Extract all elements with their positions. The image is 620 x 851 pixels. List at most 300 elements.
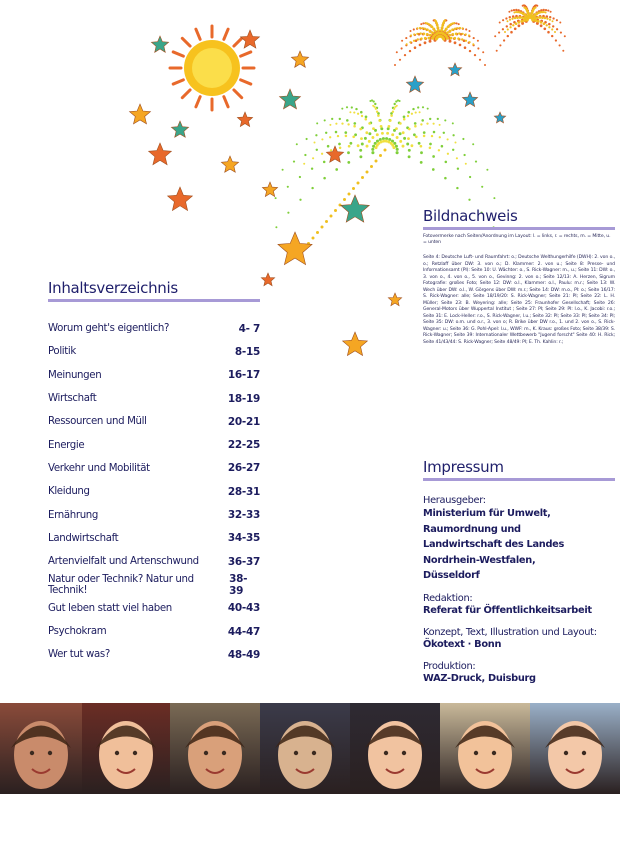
toc-item-pages: 40-43 — [227, 602, 260, 615]
firework-dot — [518, 21, 521, 24]
imprint-block-production — [423, 661, 615, 686]
firework-dot — [564, 35, 566, 37]
firework-trail-dot — [321, 226, 324, 229]
firework-dot — [357, 144, 360, 147]
toc-item-label: Ernährung — [48, 509, 99, 521]
toc-item-label: Wer tut was? — [48, 649, 110, 661]
firework-dot — [406, 143, 409, 146]
firework-dot — [462, 138, 464, 140]
firework-dot — [335, 168, 338, 171]
firework-dot — [368, 122, 371, 125]
firework-dot — [287, 212, 289, 214]
sun-ray — [224, 29, 228, 39]
firework-dot — [506, 25, 508, 27]
firework-dot — [324, 119, 326, 121]
firework-dot — [479, 59, 481, 61]
firework-dot — [423, 135, 426, 138]
firework-dot — [359, 149, 362, 152]
firework-dot — [410, 34, 412, 36]
firework-dot — [545, 12, 547, 14]
firework-dot — [493, 197, 495, 199]
eye-shape — [492, 751, 496, 755]
toc-item-label: Energie — [48, 439, 85, 451]
firework-dot — [421, 119, 424, 122]
firework-dot — [422, 106, 424, 108]
imprint-label: Herausgeber: — [423, 495, 486, 506]
firework-dot — [359, 128, 362, 131]
toc-item-label: Verkehr und Mobilität — [48, 462, 150, 474]
firework-dot — [469, 30, 471, 32]
firework-dot — [510, 31, 513, 34]
firework-dot — [507, 28, 509, 30]
firework-dot — [275, 226, 277, 228]
imprint-block-publisher — [423, 495, 615, 584]
firework-dot — [355, 108, 357, 110]
toc-item-pages: 44-47 — [227, 625, 260, 638]
firework-dot — [396, 136, 399, 139]
sun-ray — [196, 29, 200, 39]
firework-dot — [365, 115, 368, 118]
firework-dot — [399, 132, 402, 135]
star-icon — [168, 187, 193, 211]
firework-dot — [461, 38, 463, 40]
toc-item-label: Wirtschaft — [48, 393, 97, 405]
firework-dot — [414, 46, 417, 49]
firework-dot — [556, 19, 558, 21]
firework-trail-dot — [379, 154, 382, 157]
firework-dot — [443, 30, 446, 33]
firework-trail-dot — [357, 182, 360, 185]
firework-dot — [406, 43, 408, 45]
firework-dot — [427, 108, 429, 110]
firework-dot — [556, 28, 558, 30]
firework-dot — [449, 40, 452, 43]
image-credits-body: Seite 4: Deutsche Luft- und Raumfahrt: o.; Deutsche Welthungerhilfe (DWH): 2. von o., o.; Retzlaff über DW: 3. von o.; D. Klammer: 2. von u.; Seite 8: Presse- und Informationsamt (PI): Seite 10: U. Wächter: o., S. Rick-Wagner: m., u.; Seite 11: DW: o., 3. von o., 4. von o., 5. von o., Gevinng: 2. von o.; Seite 12/13: A. Herzen, Sigrum Fotografie: großes Foto; Seite 12: DW: o.l., Klammer: o.l., Paulu: m.r.; Seite 13: W. Wech über DW: o.l., W. Görgens über DW: m.r.; Seite 14: DW: m.o., PI: o.; Seite 16/17: S. Rick-Wagner: alle; Seite 18/19/20: S. Rick-Wagner; Seite 21: PI; Seite 22: L. H. Müller; Seite 23: B. Weyering: alle; Seite 25: Fraunhofer Gesellschaft; Seite 26: General-Motors über Wuppertal Institut ; Seite 27: PI; Seite 29: PI: l.o., K. Jacobi: r.o.; Seite 31: E. Lock-Heller: r.o., S. Rick-Wagner, l.u.; Seite 32: PI; Seite 33: PI; Seite 34: PI; Seite 35: DW: o.m. und o.r., 3. von o; R. Brike über DW r.o., 1. und 2. von o., S. Rick-Wagner: u.; Seite 36: G. Pohl-Apel: l.u., WWF: m., K. Kraus: großes Foto; Seite 38/39: S. Rick-Wagner; Seite 39: Internationaler Wettbewerb "Jugend forscht" Seite 40: H. Rick; Seite 41/43/44: S. Rick-Wagner; Seite 48/49: PI; E. Th. Kahlin: r.; — [423, 255, 615, 345]
toc-item-pages: 26-27 — [227, 462, 260, 475]
firework-dot — [386, 132, 389, 135]
toc-item-pages: 36-37 — [227, 555, 260, 568]
star-icon — [291, 51, 308, 67]
toc-item-label: Worum geht's eigentlich? — [48, 323, 170, 335]
sun-ray — [182, 38, 190, 46]
firework-dot — [448, 34, 451, 37]
firework-dot — [368, 140, 371, 143]
firework-dot — [433, 131, 436, 134]
firework-dot — [339, 118, 341, 120]
firework-dot — [484, 64, 486, 66]
firework-dot — [351, 106, 353, 108]
firework-dot — [434, 19, 436, 21]
toc-item[interactable] — [48, 340, 260, 363]
star-icon — [343, 332, 368, 356]
firework-dot — [444, 119, 446, 121]
firework-dot — [453, 22, 455, 24]
firework-dot — [513, 12, 515, 14]
toc-item-label: Landwirtschaft — [48, 532, 119, 544]
firework-dot — [405, 37, 407, 39]
image-credits-intro: Fotovermerke nach Seiten/Anordnung im Layout: l. = links, r. = rechts, m. = Mitte, u. = unten — [423, 234, 611, 246]
firework-dot — [361, 143, 364, 146]
firework-dot — [442, 37, 445, 40]
firework-dot — [321, 138, 323, 140]
firework-dot — [376, 133, 379, 136]
firework-dot — [543, 9, 545, 11]
toc-item-label: Politik — [48, 346, 76, 358]
firework-dot — [413, 133, 416, 136]
eye-shape — [204, 751, 208, 755]
firework-dot — [511, 18, 513, 20]
toc-item-label: Ressourcen und Müll — [48, 416, 147, 428]
firework-dot — [463, 154, 465, 156]
firework-dot — [551, 28, 553, 30]
firework-dot — [409, 41, 411, 43]
toc-item-pages: 32-33 — [227, 509, 260, 522]
eye-shape — [564, 751, 568, 755]
firework-dot — [417, 27, 419, 29]
firework-dot — [364, 137, 367, 140]
firework-dot — [477, 40, 479, 42]
firework-dot — [381, 132, 384, 135]
firework-dot — [408, 149, 411, 152]
firework-dot — [439, 136, 441, 138]
eye-shape — [312, 751, 316, 755]
firework-dot — [346, 106, 348, 108]
firework-trail-dot — [325, 220, 328, 223]
image-credits-title: Bildnachweis — [423, 207, 615, 230]
firework-trail-dot — [343, 198, 346, 201]
firework-dot — [361, 115, 363, 117]
firework-dot — [420, 123, 422, 125]
star-icon — [171, 121, 188, 137]
firework-dot — [366, 145, 369, 148]
firework-dot — [330, 149, 332, 151]
sun-ray — [196, 97, 200, 107]
firework-dot — [420, 32, 422, 34]
toc-item-label: Psychokram — [48, 626, 107, 637]
firework-dot — [562, 50, 564, 52]
firework-dot — [413, 28, 415, 30]
firework-dot — [515, 9, 517, 11]
toc-item-pages: 38-39 — [229, 572, 248, 597]
firework-dot — [426, 33, 429, 36]
star-icon — [261, 273, 274, 286]
firework-dot — [407, 115, 409, 117]
firework-dot — [550, 11, 552, 13]
firework-dot — [372, 105, 374, 107]
photo-girl-smiling — [350, 703, 440, 794]
firework-dot — [477, 47, 479, 49]
toc-item[interactable] — [48, 387, 260, 410]
firework-dot — [522, 5, 524, 7]
firework-dot — [371, 151, 374, 154]
firework-dot — [547, 31, 550, 34]
firework-dot — [306, 138, 308, 140]
firework-dot — [354, 133, 357, 136]
firework-dot — [555, 39, 557, 41]
firework-dot — [502, 28, 504, 30]
firework-dot — [465, 40, 467, 42]
firework-dot — [316, 149, 318, 151]
firework-dot — [365, 118, 368, 121]
firework-dot — [419, 27, 421, 29]
firework-dot — [399, 59, 401, 61]
firework-dot — [441, 26, 444, 29]
firework-dot — [554, 31, 556, 33]
star-icon — [241, 30, 260, 48]
star-icon — [280, 89, 301, 109]
eye-shape — [402, 751, 406, 755]
firework-dot — [350, 142, 353, 145]
firework-dot — [452, 134, 454, 136]
firework-dot — [371, 148, 374, 151]
toc-item-pages: 34-35 — [227, 532, 260, 545]
firework-dot — [474, 54, 476, 56]
firework-dot — [375, 108, 377, 110]
firework-dot — [541, 16, 544, 19]
firework-dot — [347, 123, 349, 125]
firework-trail-dot — [330, 215, 333, 218]
eye-shape — [133, 751, 137, 755]
firework-dot — [411, 144, 414, 147]
firework-dot — [296, 143, 298, 145]
firework-dot — [390, 114, 393, 117]
imprint-value: WAZ-Druck, Duisburg — [423, 672, 536, 684]
image-credits-section — [423, 207, 615, 346]
firework-dot — [357, 113, 359, 115]
firework-dot — [472, 143, 474, 145]
firework-dot — [548, 26, 550, 28]
firework-dot — [422, 22, 424, 24]
firework-dot — [443, 132, 445, 134]
firework-dot — [520, 20, 523, 23]
firework-dot — [323, 177, 326, 180]
toc-item[interactable] — [48, 643, 260, 666]
toc-item-label: Kleidung — [48, 486, 90, 498]
firework-dot — [394, 64, 396, 66]
firework-dot — [439, 124, 441, 126]
toc-item[interactable] — [48, 573, 260, 596]
firework-dot — [441, 145, 444, 148]
firework-dot — [337, 135, 339, 137]
photo-boy-blue-shirt — [440, 703, 530, 794]
firework-trail-dot — [316, 231, 319, 234]
firework-dot — [339, 147, 342, 150]
firework-dot — [447, 153, 449, 155]
firework-dot — [549, 19, 551, 21]
firework-dot — [482, 51, 484, 53]
firework-dot — [420, 37, 423, 40]
firework-dot — [458, 23, 460, 25]
firework-dot — [469, 41, 471, 43]
firework-dot — [378, 119, 381, 122]
photo-girl-blonde — [530, 703, 620, 794]
firework-dot — [396, 148, 399, 151]
firework-dot — [409, 50, 411, 52]
firework-dot — [303, 163, 305, 165]
firework-dot — [388, 125, 391, 128]
firework-dot — [434, 30, 437, 33]
firework-dot — [454, 41, 457, 44]
firework-dot — [368, 132, 371, 135]
toc-item-pages: 18-19 — [227, 392, 260, 405]
firework-dot — [505, 17, 507, 19]
firework-dot — [374, 103, 376, 105]
firework-dot — [535, 7, 537, 9]
portrait-photo-strip — [0, 703, 620, 794]
toc-item[interactable] — [48, 480, 260, 503]
firework-dot — [428, 37, 431, 40]
firework-dot — [509, 23, 512, 26]
firework-dot — [516, 16, 519, 19]
imprint-section — [423, 458, 615, 686]
firework-dot — [437, 29, 440, 32]
firework-dot — [450, 37, 453, 40]
firework-dot — [282, 169, 284, 171]
firework-dot — [275, 197, 277, 199]
toc-item-pages: 20-21 — [227, 415, 260, 428]
firework-dot — [462, 27, 464, 29]
imprint-value: Ministerium für Umwelt, Raumordnung und Landwirtschaft des Landes Nordrhein-Westfalen, Düsseldorf — [423, 508, 565, 581]
firework-dot — [344, 131, 347, 134]
table-of-contents — [48, 279, 260, 666]
firework-dot — [376, 111, 378, 113]
firework-dot — [315, 134, 317, 136]
firework-dot — [433, 123, 435, 125]
toc-item[interactable] — [48, 527, 260, 550]
firework-trail-dot — [348, 193, 351, 196]
imprint-label: Redaktion: — [423, 592, 473, 604]
photo-baby — [82, 703, 170, 794]
firework-dot — [311, 187, 313, 189]
firework-trail-dot — [375, 160, 378, 163]
firework-dot — [423, 33, 426, 36]
firework-dot — [365, 131, 368, 134]
firework-dot — [304, 154, 306, 156]
firework-dot — [503, 39, 505, 41]
firework-dot — [424, 37, 427, 40]
firework-dot — [403, 137, 406, 140]
toc-item[interactable] — [48, 597, 260, 620]
firework-dot — [413, 33, 415, 35]
toc-item[interactable] — [48, 550, 260, 573]
firework-dot — [345, 135, 348, 138]
firework-dot — [531, 19, 534, 22]
toc-item-pages: 48-49 — [227, 648, 260, 661]
star-icon — [221, 156, 238, 172]
firework-dot — [486, 169, 488, 171]
firework-dot — [396, 105, 398, 107]
firework-dot — [377, 114, 380, 117]
sun-ray — [241, 80, 251, 84]
photo-girl-headdress — [0, 703, 82, 794]
firework-dot — [426, 122, 428, 124]
firework-dot — [408, 128, 411, 131]
eye-shape — [384, 751, 388, 755]
firework-dot — [543, 27, 546, 30]
firework-dot — [507, 35, 509, 37]
firework-dot — [464, 46, 467, 49]
star-icon — [130, 104, 151, 124]
toc-item[interactable] — [48, 620, 260, 643]
firework-dot — [456, 157, 458, 159]
firework-dot — [421, 27, 423, 29]
firework-dot — [472, 43, 474, 45]
sun-icon — [170, 26, 254, 110]
firework-dot — [546, 18, 548, 20]
toc-item[interactable] — [48, 410, 260, 433]
firework-dot — [512, 24, 514, 26]
firework-dot — [299, 176, 301, 178]
firework-dot — [559, 22, 561, 24]
toc-item[interactable] — [48, 503, 260, 526]
firework-dot — [335, 131, 338, 134]
firework-dot — [473, 37, 475, 39]
firework-trail-dot — [352, 187, 355, 190]
firework-dot — [395, 127, 398, 130]
firework-dot — [431, 31, 434, 34]
firework-dot — [423, 131, 426, 134]
toc-item[interactable] — [48, 457, 260, 480]
firework-dot — [457, 37, 460, 40]
firework-dot — [465, 163, 467, 165]
firework-dot — [369, 100, 371, 102]
eye-shape — [294, 751, 298, 755]
firework-dot — [437, 118, 439, 120]
imprint-title: Impressum — [423, 458, 615, 481]
firework-dot — [494, 35, 496, 37]
firework-dot — [353, 125, 356, 128]
firework-dot — [312, 157, 314, 159]
firework-dot — [515, 22, 518, 25]
firework-dot — [456, 22, 458, 24]
firework-dot — [523, 7, 525, 9]
firework-dot — [458, 32, 460, 34]
firework-dot — [402, 145, 405, 148]
firework-dot — [404, 54, 406, 56]
toc-item-label: Natur oder Technik? Natur und Technik! — [48, 573, 194, 596]
firework-dot — [551, 35, 553, 37]
firework-dot — [293, 161, 295, 163]
firework-dot — [459, 27, 461, 29]
firework-dot — [338, 143, 341, 146]
imprint-block-concept — [423, 627, 615, 652]
sun-ray — [241, 52, 251, 56]
firework-dot — [507, 20, 509, 22]
firework-dot — [311, 168, 313, 170]
toc-item[interactable] — [48, 364, 260, 387]
firework-dot — [316, 122, 318, 124]
firework-dot — [519, 16, 522, 19]
firework-dot — [392, 146, 395, 149]
toc-item[interactable] — [48, 433, 260, 456]
firework-dot — [452, 122, 454, 124]
firework-dot — [401, 47, 403, 49]
firework-dot — [456, 187, 458, 189]
sun-ray — [173, 80, 183, 84]
firework-dot — [420, 145, 423, 148]
firework-dot — [399, 140, 402, 143]
photo-boy-dark-hair — [170, 703, 260, 794]
firework-dot — [452, 33, 455, 36]
firework-dot — [341, 122, 343, 124]
firework-dot — [325, 132, 327, 134]
firework-dot — [445, 161, 448, 164]
firework-trail-dot — [384, 149, 387, 152]
star-icon — [151, 36, 168, 52]
firework-dot — [549, 16, 551, 18]
toc-item[interactable] — [48, 317, 260, 340]
firework-dot — [394, 103, 396, 105]
